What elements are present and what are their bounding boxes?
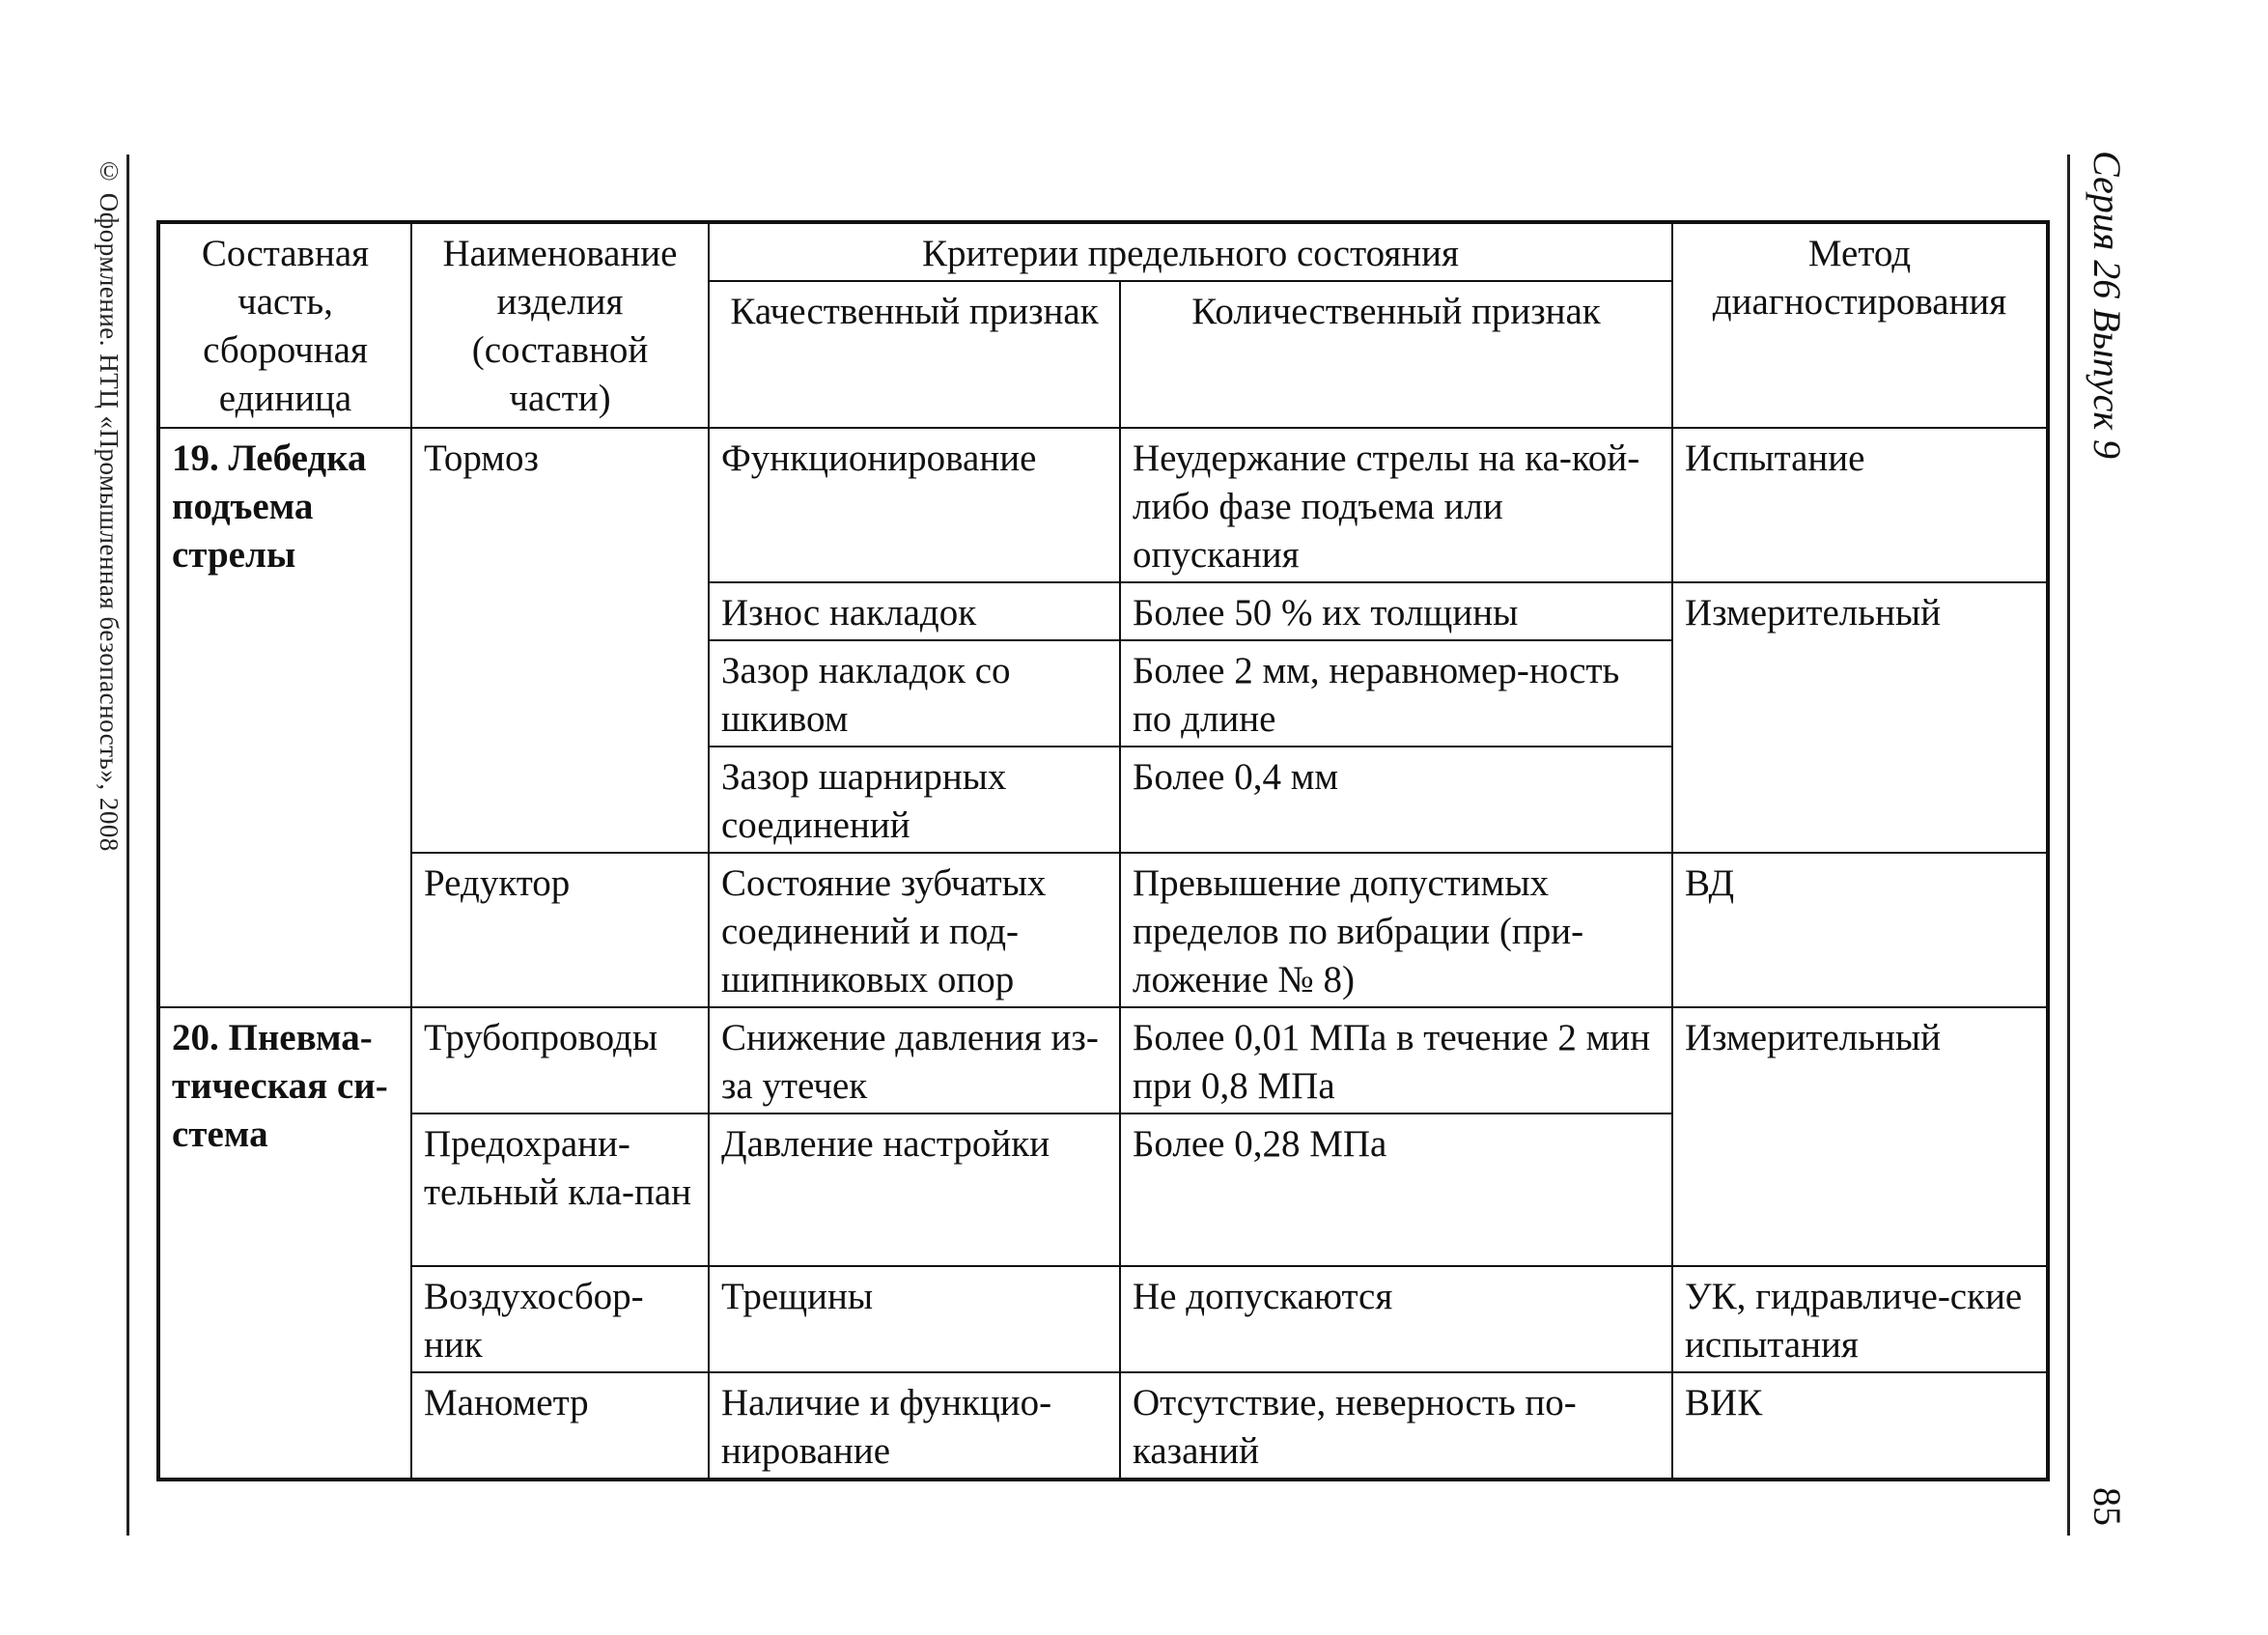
diagnostics-table xyxy=(156,220,2050,1481)
item-cell: Манометр xyxy=(411,1372,709,1480)
series-label: Серия 26 Выпуск 9 xyxy=(2086,151,2129,460)
item-cell: Редуктор xyxy=(411,853,709,1007)
quantitative-cell: Более 0,01 МПа в течение 2 мин при 0,8 МПа xyxy=(1120,1007,1672,1113)
table-row xyxy=(158,1266,2048,1372)
left-margin-rule xyxy=(126,155,129,1536)
qualitative-cell: Зазор шарнирных соединений xyxy=(709,747,1120,853)
quantitative-cell: Более 2 мм, неравномер-ность по длине xyxy=(1120,640,1672,747)
qualitative-cell: Функционирование xyxy=(709,428,1120,582)
header-qualitative: Качественный признак xyxy=(709,281,1120,428)
quantitative-cell: Более 0,4 мм xyxy=(1120,747,1672,853)
table-row xyxy=(158,428,2048,582)
quantitative-cell: Более 50 % их толщины xyxy=(1120,582,1672,640)
quantitative-cell: Отсутствие, неверность по-казаний xyxy=(1120,1372,1672,1480)
qualitative-cell: Зазор накладок со шкивом xyxy=(709,640,1120,747)
right-margin-rule xyxy=(2067,155,2070,1536)
header-row xyxy=(158,222,2048,281)
item-cell: Предохрани-тельный кла-пан xyxy=(411,1113,709,1266)
page-number: 85 xyxy=(2086,1487,2129,1526)
item-cell: Трубопроводы xyxy=(411,1007,709,1113)
qualitative-cell: Трещины xyxy=(709,1266,1120,1372)
table-row xyxy=(158,1372,2048,1480)
table-row xyxy=(158,1007,2048,1113)
method-cell: УК, гидравличе-ские испытания xyxy=(1672,1266,2048,1372)
quantitative-cell: Неудержание стрелы на ка-кой-либо фазе подъема или опускания xyxy=(1120,428,1672,582)
header-item-name: Наименование изделия (составной части) xyxy=(411,222,709,428)
item-cell: Воздухосбор-ник xyxy=(411,1266,709,1372)
section-20-label: 20. Пневма-тическая си-стема xyxy=(158,1007,411,1480)
method-cell: Измерительный xyxy=(1672,582,2048,853)
qualitative-cell: Снижение давления из-за утечек xyxy=(709,1007,1120,1113)
header-component: Составная часть, сборочная единица xyxy=(158,222,411,428)
item-cell: Тормоз xyxy=(411,428,709,853)
quantitative-cell: Не допускаются xyxy=(1120,1266,1672,1372)
quantitative-cell: Более 0,28 МПа xyxy=(1120,1113,1672,1266)
qualitative-cell: Состояние зубчатых соединений и под-шипниковых опор xyxy=(709,853,1120,1007)
header-method: Метод диагностирования xyxy=(1672,222,2048,428)
method-cell: ВИК xyxy=(1672,1372,2048,1480)
header-quantitative: Количественный признак xyxy=(1120,281,1672,428)
table-row xyxy=(158,853,2048,1007)
qualitative-cell: Давление настройки xyxy=(709,1113,1120,1266)
qualitative-cell: Наличие и функцио-нирование xyxy=(709,1372,1120,1480)
quantitative-cell: Превышение допустимых пределов по вибрации (при-ложение № 8) xyxy=(1120,853,1672,1007)
method-cell: Испытание xyxy=(1672,428,2048,582)
method-cell: Измерительный xyxy=(1672,1007,2048,1266)
copyright-notice: © Оформление. НТЦ «Промышленная безопасность», 2008 xyxy=(95,156,124,852)
section-19-label: 19. Лебедка подъема стрелы xyxy=(158,428,411,1007)
method-cell: ВД xyxy=(1672,853,2048,1007)
qualitative-cell: Износ накладок xyxy=(709,582,1120,640)
header-criteria: Критерии предельного состояния xyxy=(709,222,1672,281)
